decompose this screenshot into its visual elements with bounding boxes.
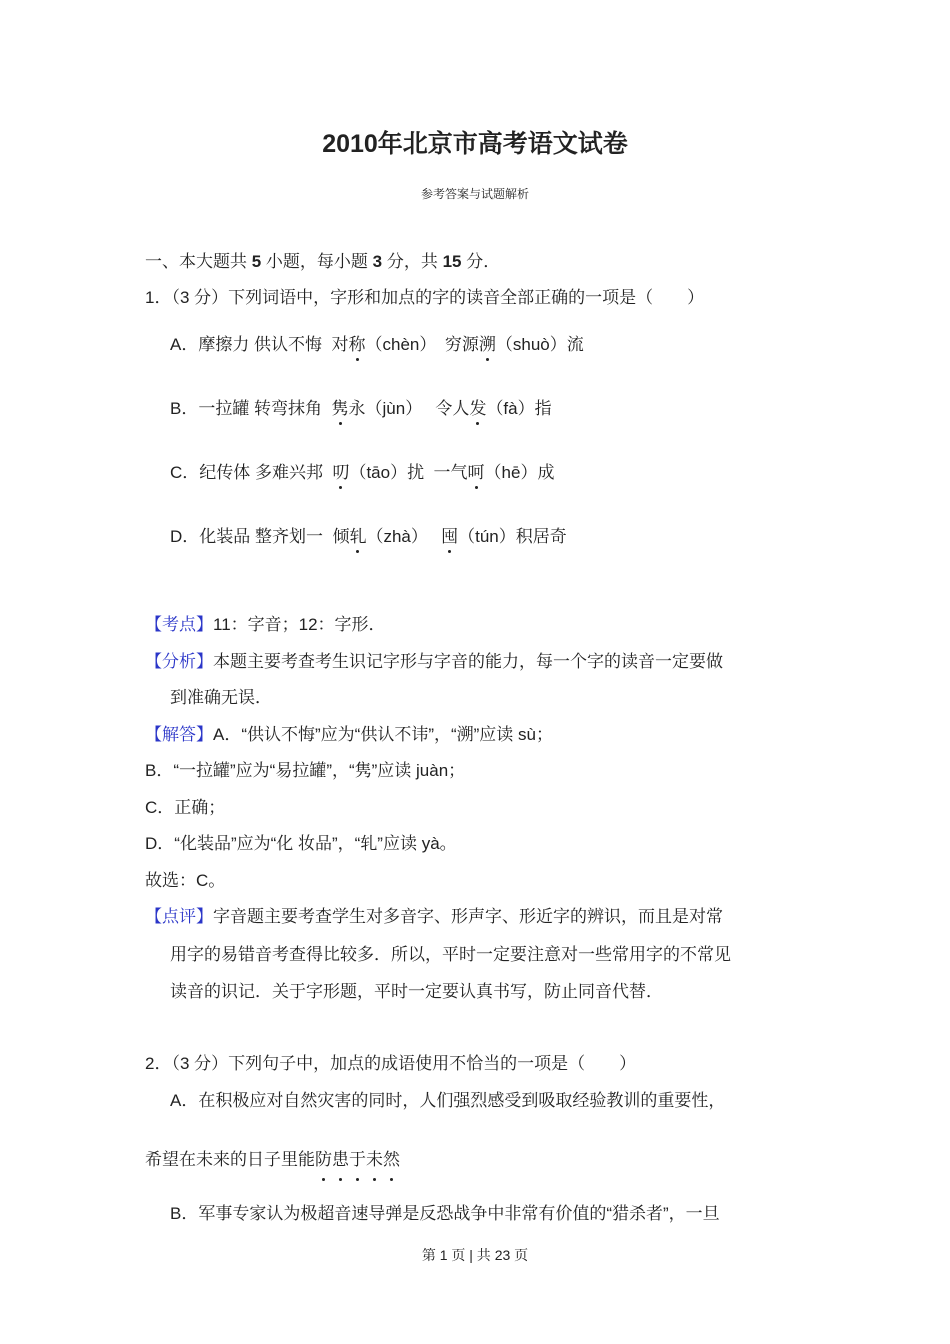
text: 永（jùn） 令人 bbox=[348, 399, 470, 418]
text: （shuò）流 bbox=[495, 335, 584, 354]
jieda-label: 【解答】 bbox=[145, 725, 213, 744]
dotted-char: 防 bbox=[315, 1150, 332, 1169]
question-2-stem: 2．（3 分）下列句子中，加点的成语使用不恰当的一项是（ ） bbox=[145, 1054, 637, 1073]
section-heading bbox=[145, 251, 500, 273]
dianping-label: 【点评】 bbox=[145, 907, 213, 926]
question-2-option-a-cont bbox=[145, 1149, 400, 1171]
text: A．摩擦力 供认不悔 对 bbox=[170, 335, 349, 354]
kaodian bbox=[145, 614, 386, 636]
text: 分，共 bbox=[382, 252, 443, 271]
text: （hē）成 bbox=[484, 463, 555, 482]
dotted-char: 呵 bbox=[467, 463, 485, 482]
dianping bbox=[145, 906, 723, 928]
text: 3 bbox=[372, 252, 383, 271]
document-subtitle: 参考答案与试题解析 bbox=[420, 187, 529, 201]
dotted-char: 溯 bbox=[478, 335, 496, 354]
dotted-char: 未 bbox=[366, 1150, 383, 1169]
jieda-d: D．“化装品”应为“化 妆品”，“轧”应读 yà。 bbox=[145, 834, 457, 853]
jieda bbox=[145, 724, 553, 746]
document-title: 2010年北京市高考语文试卷 bbox=[322, 130, 628, 158]
page-number: 1 bbox=[439, 1247, 448, 1263]
text: 页 bbox=[510, 1247, 529, 1263]
jieda-b: B．“一拉罐”应为“易拉罐”，“隽”应读 juàn； bbox=[145, 761, 466, 780]
fenxi-cont: 到准确无误． bbox=[170, 688, 272, 707]
dotted-char: 于 bbox=[349, 1150, 366, 1169]
dianping-cont-2: 读音的识记．关于字形题，平时一定要认真书写，防止同音代替． bbox=[170, 982, 663, 1001]
fenxi bbox=[145, 651, 723, 673]
dotted-char: 称 bbox=[348, 335, 366, 354]
text: 本题主要考查考生识记字形与字音的能力，每一个字的读音一定要做 bbox=[213, 652, 723, 671]
jieda-c: C．正确； bbox=[145, 798, 226, 817]
text: （fà）指 bbox=[486, 399, 552, 418]
dotted-char: 患 bbox=[332, 1150, 349, 1169]
kaodian-label: 【考点】 bbox=[145, 615, 213, 634]
text: 分． bbox=[461, 252, 501, 271]
text: （tāo）扰 一气 bbox=[349, 463, 468, 482]
text: 小题，每小题 bbox=[261, 252, 373, 271]
total-pages: 23 bbox=[494, 1247, 511, 1263]
dotted-char: 发 bbox=[469, 399, 487, 418]
question-1-option-c bbox=[170, 462, 554, 484]
text: （tún）积居奇 bbox=[458, 527, 567, 546]
dianping-cont-1: 用字的易错音考查得比较多．所以，平时一定要注意对一些常用字的不常见 bbox=[170, 945, 731, 964]
question-1-option-a bbox=[170, 334, 584, 356]
fenxi-label: 【分析】 bbox=[145, 652, 213, 671]
text: 15 bbox=[442, 252, 462, 271]
answer: 故选：C。 bbox=[145, 871, 226, 890]
text: 5 bbox=[251, 252, 262, 271]
text: D．化装品 整齐划一 倾 bbox=[170, 527, 350, 546]
text: （zhà） bbox=[366, 527, 442, 546]
text: C．纪传体 多难兴邦 bbox=[170, 463, 333, 482]
text: 字音题主要考查学生对多音字、形声字、形近字的辨识，而且是对常 bbox=[213, 907, 723, 926]
question-2-option-b: B．军事专家认为极超音速导弹是反恐战争中非常有价值的“猎杀者”，一旦 bbox=[170, 1204, 720, 1223]
dotted-char: 轧 bbox=[349, 527, 367, 546]
text: 11：字音；12：字形． bbox=[213, 615, 386, 634]
text: 第 bbox=[421, 1247, 440, 1263]
text: 希望在未来的日子里能 bbox=[145, 1150, 315, 1169]
question-1-option-d bbox=[170, 526, 567, 548]
question-1-option-b bbox=[170, 398, 552, 420]
page-footer bbox=[0, 1245, 950, 1265]
question-1-stem: 1．（3 分）下列词语中，字形和加点的字的读音全部正确的一项是（ ） bbox=[145, 288, 705, 307]
dotted-char: 隽 bbox=[331, 399, 349, 418]
question-2-option-a: A．在积极应对自然灾害的同时，人们强烈感受到吸取经验教训的重要性， bbox=[170, 1091, 726, 1110]
dotted-char: 然 bbox=[383, 1150, 400, 1169]
text: 页 | 共 bbox=[447, 1247, 495, 1263]
dotted-char: 叨 bbox=[332, 463, 350, 482]
text: （chèn） 穷源 bbox=[365, 335, 479, 354]
text: B．一拉罐 转弯抹角 bbox=[170, 399, 332, 418]
text: 一、本大题共 bbox=[145, 252, 252, 271]
text: A．“供认不悔”应为“供认不讳”，“溯”应读 sù； bbox=[213, 725, 553, 744]
dotted-char: 囤 bbox=[441, 527, 459, 546]
